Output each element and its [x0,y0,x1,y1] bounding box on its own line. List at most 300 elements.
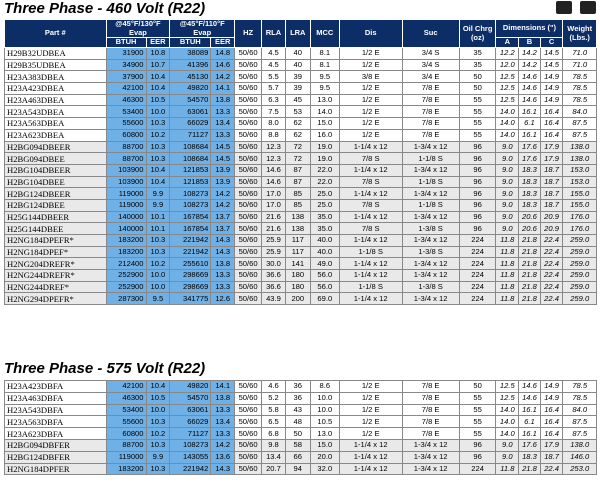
cell-a: 9.0 [496,153,519,165]
cell-eer110: 12.6 [211,293,235,305]
cell-mcc: 10.0 [310,404,339,416]
cell-eer110: 13.8 [211,392,235,404]
cell-rla: 5.2 [262,392,286,404]
cell-part: H23A623DBFA [5,428,107,440]
cell-part: H2BG124DBEE [5,199,107,211]
cell-dis: 1/2 E [339,59,402,71]
cell-lra: 36 [285,392,310,404]
cell-lra: 39 [285,83,310,95]
cell-a: 11.8 [496,258,519,270]
cell-c: 20.9 [540,211,563,223]
cell-part: H2BG094DBFER [5,439,107,451]
cell-btu45: 31900 [106,48,146,60]
cell-rla: 30.0 [262,258,286,270]
cell-eer45: 10.0 [146,281,170,293]
table-row [5,129,597,141]
cell-c: 17.9 [540,153,563,165]
cell-c: 22.4 [540,246,563,258]
cell-suc: 1-3/8 S [402,246,459,258]
cell-btu45: 103900 [106,164,146,176]
cell-btu110: 298669 [170,270,211,282]
cell-oil: 96 [459,164,496,176]
table-row [5,141,597,153]
cell-eer45: 10.7 [146,59,170,71]
cell-rla: 7.5 [262,106,286,118]
cell-eer110: 14.3 [211,246,235,258]
cell-hz: 50/60 [235,439,262,451]
cell-suc: 3/4 E [402,71,459,83]
cell-a: 9.0 [496,223,519,235]
cell-suc: 7/8 E [402,83,459,95]
cell-hz: 50/60 [235,188,262,200]
header-oil: Oil Chrg (oz) [459,20,496,48]
cell-c: 14.5 [540,59,563,71]
cell-hz: 50/60 [235,451,262,463]
cell-eer110: 13.7 [211,211,235,223]
header-eer: EER [211,38,235,48]
cell-eer45: 10.3 [146,153,170,165]
header-dim-c: C [540,38,563,48]
cell-hz: 50/60 [235,83,262,95]
cell-rla: 36.6 [262,270,286,282]
cell-lra: 39 [285,71,310,83]
cell-oil: 55 [459,428,496,440]
cell-eer110: 13.8 [211,94,235,106]
cell-suc: 1-3/8 S [402,223,459,235]
cell-c: 22.4 [540,258,563,270]
cell-rla: 5.5 [262,71,286,83]
cell-suc: 1-3/4 x 12 [402,270,459,282]
cell-oil: 96 [459,153,496,165]
cell-eer110: 13.8 [211,258,235,270]
section-title-575v: Three Phase - 575 Volt (R22) [4,360,206,377]
cell-rla: 17.0 [262,199,286,211]
cell-rla: 25.9 [262,246,286,258]
cell-a: 11.8 [496,293,519,305]
cell-lra: 117 [285,235,310,247]
table-row [5,281,597,293]
cell-mcc: 19.0 [310,153,339,165]
cell-a: 11.8 [496,270,519,282]
cell-eer110: 14.3 [211,235,235,247]
header-mcc: MCC [310,20,339,48]
cell-suc: 3/4 S [402,59,459,71]
cell-eer45: 10.2 [146,129,170,141]
cell-suc: 3/4 S [402,48,459,60]
header-cond45-evap: Evap [128,27,147,37]
cell-c: 16.4 [540,428,563,440]
cell-a: 11.8 [496,463,519,475]
cell-wt: 259.0 [563,293,597,305]
cell-oil: 224 [459,235,496,247]
cell-eer110: 13.3 [211,281,235,293]
cell-suc: 1-3/4 x 12 [402,235,459,247]
cell-lra: 72 [285,153,310,165]
cell-btu110: 45130 [170,71,211,83]
cell-wt: 253.0 [563,463,597,475]
cell-a: 12.5 [496,83,519,95]
cell-hz: 50/60 [235,106,262,118]
cell-lra: 66 [285,451,310,463]
cell-btu110: 49820 [170,381,211,393]
cell-a: 12.2 [496,48,519,60]
cell-c: 16.4 [540,416,563,428]
cell-mcc: 9.5 [310,71,339,83]
cell-oil: 224 [459,258,496,270]
cell-oil: 96 [459,188,496,200]
cell-btu45: 252900 [106,281,146,293]
cell-dis: 1-1/8 S [339,246,402,258]
cell-a: 11.8 [496,281,519,293]
cell-oil: 224 [459,281,496,293]
cell-btu45: 287300 [106,293,146,305]
cell-b: 17.6 [519,153,541,165]
cell-eer45: 10.5 [146,392,170,404]
cell-btu110: 71127 [170,428,211,440]
cell-btu110: 63061 [170,106,211,118]
cell-dis: 1/2 E [339,83,402,95]
cell-suc: 7/8 E [402,94,459,106]
cell-part: H23A423DBFA [5,381,107,393]
cell-a: 9.0 [496,439,519,451]
cell-btu110: 143055 [170,451,211,463]
cell-suc: 7/8 E [402,106,459,118]
cell-part: H2BG104DBEER [5,164,107,176]
cell-hz: 50/60 [235,293,262,305]
cell-a: 12.0 [496,59,519,71]
cell-mcc: 32.0 [310,463,339,475]
cell-oil: 35 [459,59,496,71]
cell-a: 12.5 [496,71,519,83]
cell-hz: 50/60 [235,270,262,282]
cell-lra: 58 [285,439,310,451]
cell-btu45: 46300 [106,392,146,404]
cell-mcc: 13.0 [310,428,339,440]
cell-hz: 50/60 [235,246,262,258]
cell-eer45: 10.4 [146,71,170,83]
cell-eer45: 10.3 [146,118,170,130]
cell-b: 20.6 [519,223,541,235]
cell-eer110: 14.2 [211,439,235,451]
cell-b: 14.6 [519,381,541,393]
cell-rla: 4.5 [262,48,286,60]
cell-a: 14.0 [496,106,519,118]
cell-wt: 259.0 [563,270,597,282]
cell-c: 14.9 [540,392,563,404]
cell-rla: 20.7 [262,463,286,475]
cell-btu110: 54570 [170,94,211,106]
cell-wt: 78.5 [563,94,597,106]
cell-b: 14.6 [519,392,541,404]
cell-eer110: 14.8 [211,48,235,60]
cell-dis: 1-1/4 x 12 [339,188,402,200]
table-460v [4,19,597,305]
cell-oil: 55 [459,106,496,118]
cell-mcc: 15.0 [310,118,339,130]
cell-rla: 6.5 [262,416,286,428]
cell-lra: 36 [285,381,310,393]
table-row [5,270,597,282]
cell-c: 22.4 [540,270,563,282]
cell-dis: 1-1/8 S [339,281,402,293]
cell-hz: 50/60 [235,59,262,71]
cell-hz: 50/60 [235,404,262,416]
cell-part: H2NG244DREFR* [5,270,107,282]
header-dis: Dis [339,20,402,48]
cell-wt: 146.0 [563,451,597,463]
cell-lra: 53 [285,106,310,118]
cell-dis: 1/2 E [339,381,402,393]
cell-eer45: 10.4 [146,381,170,393]
cell-eer110: 13.3 [211,428,235,440]
cell-rla: 43.9 [262,293,286,305]
cell-mcc: 40.0 [310,246,339,258]
cell-mcc: 25.0 [310,188,339,200]
cell-suc: 1-3/4 x 12 [402,211,459,223]
cell-eer110: 14.2 [211,199,235,211]
cell-c: 18.7 [540,176,563,188]
cell-oil: 96 [459,176,496,188]
header-part: Part # [5,20,107,48]
cell-c: 14.9 [540,94,563,106]
cell-mcc: 19.0 [310,141,339,153]
cell-wt: 71.0 [563,59,597,71]
cell-c: 14.9 [540,83,563,95]
cell-oil: 55 [459,94,496,106]
cell-part: H25G144DBEER [5,211,107,223]
cell-hz: 50/60 [235,223,262,235]
table-row [5,106,597,118]
table-row [5,392,597,404]
cell-wt: 78.5 [563,71,597,83]
cell-hz: 50/60 [235,235,262,247]
cell-wt: 78.5 [563,83,597,95]
cell-wt: 259.0 [563,235,597,247]
cell-btu110: 108273 [170,199,211,211]
cell-eer45: 10.1 [146,223,170,235]
cell-a: 9.0 [496,141,519,153]
cell-dis: 1-1/4 x 12 [339,141,402,153]
table-row [5,118,597,130]
cell-mcc: 69.0 [310,293,339,305]
table-row [5,153,597,165]
cell-btu45: 46300 [106,94,146,106]
cell-a: 12.5 [496,381,519,393]
cell-hz: 50/60 [235,94,262,106]
cell-eer110: 13.9 [211,164,235,176]
cell-wt: 87.5 [563,428,597,440]
cell-wt: 259.0 [563,246,597,258]
cell-btu110: 255610 [170,258,211,270]
cell-suc: 1-3/8 S [402,281,459,293]
cell-btu110: 221942 [170,235,211,247]
cell-part: H29B35UDBEA [5,59,107,71]
cell-part: H25G144DBEE [5,223,107,235]
cell-b: 20.6 [519,211,541,223]
cell-part: H2BG104DBEE [5,176,107,188]
cell-dis: 1-1/4 x 12 [339,463,402,475]
cell-wt: 138.0 [563,141,597,153]
cell-wt: 78.5 [563,392,597,404]
cell-hz: 50/60 [235,428,262,440]
header-dimensions: Dimensions (") [496,20,563,38]
cell-a: 9.0 [496,451,519,463]
cell-b: 21.8 [519,463,541,475]
cell-lra: 62 [285,129,310,141]
cell-b: 21.8 [519,235,541,247]
cell-btu110: 71127 [170,129,211,141]
table-row [5,463,597,475]
cell-lra: 87 [285,176,310,188]
cell-hz: 50/60 [235,118,262,130]
cell-suc: 7/8 E [402,381,459,393]
cell-c: 18.7 [540,199,563,211]
cell-b: 16.1 [519,106,541,118]
cell-eer110: 13.7 [211,223,235,235]
cell-b: 21.8 [519,281,541,293]
cell-mcc: 8.1 [310,48,339,60]
cell-a: 9.0 [496,188,519,200]
cell-dis: 1-1/4 x 12 [339,293,402,305]
table-row [5,428,597,440]
table-row [5,439,597,451]
cell-b: 18.3 [519,164,541,176]
cell-b: 14.2 [519,48,541,60]
cell-hz: 50/60 [235,176,262,188]
table-row [5,59,597,71]
cell-a: 14.0 [496,129,519,141]
cell-btu110: 108684 [170,153,211,165]
table-row [5,199,597,211]
cell-dis: 1/2 E [339,416,402,428]
cell-a: 14.0 [496,416,519,428]
section-title-460v: Three Phase - 460 Volt (R22) [4,0,206,17]
cell-eer45: 10.3 [146,439,170,451]
cell-c: 14.9 [540,71,563,83]
cell-c: 17.9 [540,439,563,451]
cell-eer45: 9.5 [146,293,170,305]
cell-eer110: 13.3 [211,270,235,282]
cell-btu45: 140000 [106,211,146,223]
cell-mcc: 9.5 [310,83,339,95]
cell-oil: 35 [459,48,496,60]
cell-hz: 50/60 [235,71,262,83]
cell-c: 16.4 [540,129,563,141]
cell-part: H23A563DBFA [5,416,107,428]
cell-wt: 155.0 [563,188,597,200]
cell-wt: 155.0 [563,199,597,211]
cell-suc: 1-3/4 x 12 [402,188,459,200]
cell-wt: 84.0 [563,106,597,118]
cell-lra: 85 [285,188,310,200]
cell-rla: 8.8 [262,129,286,141]
cell-btu110: 54570 [170,392,211,404]
header-weight: Weight (Lbs.) [563,20,597,48]
cell-dis: 1/2 E [339,392,402,404]
cell-part: H2NG294DPEFR* [5,293,107,305]
cell-wt: 87.5 [563,129,597,141]
header-dim-b: B [519,38,541,48]
table-row [5,176,597,188]
cell-hz: 50/60 [235,153,262,165]
cell-part: H2BG094DBEER [5,141,107,153]
cell-mcc: 35.0 [310,211,339,223]
cell-eer110: 13.6 [211,451,235,463]
header-suc: Suc [402,20,459,48]
cell-b: 18.3 [519,188,541,200]
cell-rla: 14.6 [262,164,286,176]
cell-b: 16.1 [519,129,541,141]
cell-part: H23A463DBFA [5,392,107,404]
cell-part: H23A543DBEA [5,106,107,118]
cell-hz: 50/60 [235,141,262,153]
cell-dis: 1-1/4 x 12 [339,270,402,282]
cell-dis: 1/2 E [339,129,402,141]
cell-oil: 96 [459,439,496,451]
cell-dis: 7/8 S [339,199,402,211]
cell-dis: 1/2 E [339,118,402,130]
cell-suc: 1-3/4 x 12 [402,439,459,451]
cell-oil: 55 [459,404,496,416]
cell-btu45: 37900 [106,71,146,83]
cell-c: 16.4 [540,404,563,416]
cell-lra: 200 [285,293,310,305]
cell-eer45: 9.9 [146,199,170,211]
cell-suc: 7/8 E [402,404,459,416]
cell-btu45: 88700 [106,153,146,165]
header-cond110 [170,20,235,38]
cell-eer110: 13.3 [211,404,235,416]
header-hz: HZ [235,20,262,48]
cell-eer45: 10.4 [146,164,170,176]
cell-a: 14.0 [496,404,519,416]
cell-eer110: 13.9 [211,176,235,188]
cell-dis: 1-1/4 x 12 [339,211,402,223]
compressor-icon [580,1,596,14]
cell-eer45: 10.2 [146,258,170,270]
cell-wt: 259.0 [563,258,597,270]
cell-btu45: 252900 [106,270,146,282]
cell-a: 12.5 [496,392,519,404]
cell-eer45: 10.4 [146,176,170,188]
cell-btu45: 53400 [106,404,146,416]
cell-b: 21.8 [519,246,541,258]
cell-eer110: 14.2 [211,71,235,83]
cell-btu110: 121853 [170,164,211,176]
table-row [5,223,597,235]
cell-eer45: 10.3 [146,141,170,153]
table-row [5,164,597,176]
cell-dis: 1/2 E [339,48,402,60]
cell-mcc: 49.0 [310,258,339,270]
cell-b: 21.8 [519,293,541,305]
cell-btu110: 298669 [170,281,211,293]
header-cond110-temp: @45°F/110°F [179,19,225,28]
header-btuh: BTUH [106,38,146,48]
cell-oil: 96 [459,141,496,153]
cell-lra: 72 [285,141,310,153]
cell-c: 18.7 [540,451,563,463]
cell-btu45: 119000 [106,188,146,200]
cell-eer110: 13.3 [211,106,235,118]
cell-eer45: 9.9 [146,188,170,200]
cell-dis: 7/8 S [339,223,402,235]
cell-dis: 1-1/4 x 12 [339,451,402,463]
cell-b: 21.8 [519,258,541,270]
cell-mcc: 22.0 [310,164,339,176]
cell-a: 11.8 [496,235,519,247]
cell-mcc: 8.1 [310,59,339,71]
